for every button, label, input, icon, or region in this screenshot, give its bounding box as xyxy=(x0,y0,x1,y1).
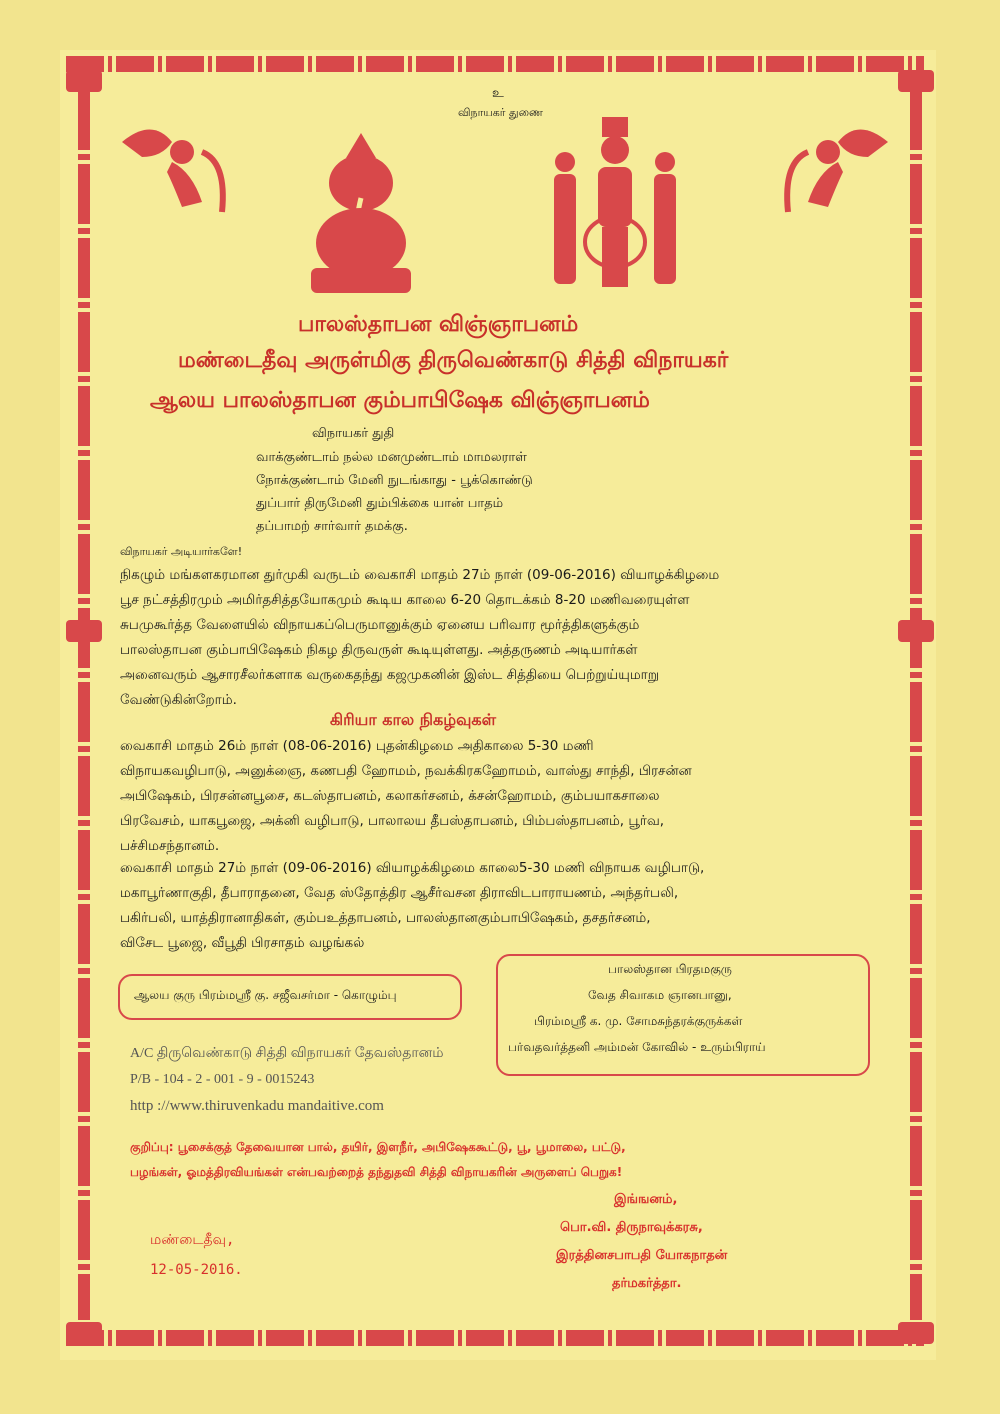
title-line-1: பாலஸ்தாபன விஞ்ஞாபனம் xyxy=(298,312,579,337)
bottom-border-ornament xyxy=(66,1330,924,1346)
schedule-line: மகாபூர்ணாகுதி, தீபாராதனை, வேத ஸ்தோத்திர ஆசீர்வசன திராவிடபாராயணம், அந்தர்பலி, xyxy=(120,885,679,901)
website-url: http ://www.thiruvenkadu mandaitive.com xyxy=(130,1098,384,1114)
right-angel-icon xyxy=(768,112,898,222)
om-symbol: உ xyxy=(492,86,504,101)
salutation: விநாயகர் அடியார்களே! xyxy=(120,545,243,558)
schedule-line: வைகாசி மாதம் 26ம் நாள் (08-06-2016) புதன்கிழமை அதிகாலை 5-30 மணி xyxy=(120,738,594,754)
right-pillar-ornament xyxy=(896,60,936,1350)
account-name: A/C திருவெண்காடு சித்தி விநாயகர் தேவஸ்தானம் xyxy=(130,1046,444,1061)
schedule-heading: கிரியா கால நிகழ்வுகள் xyxy=(330,710,497,729)
account-number: P/B - 104 - 2 - 001 - 9 - 0015243 xyxy=(130,1072,315,1087)
signatory-name: இரத்தினசபாபதி யோகநாதன் xyxy=(556,1248,728,1263)
verse-line: துப்பார் திருமேனி தும்பிக்கை யான் பாதம் xyxy=(256,496,504,511)
ganesha-deity-icon xyxy=(296,128,426,298)
schedule-line: அபிஷேகம், பிரசன்னபூசை, கடஸ்தாபனம், கலாகர்சனம், க்சன்ஹோமம், கும்பயாகசாலை xyxy=(120,788,660,804)
verse-line: நோக்குண்டாம் மேனி நுடங்காது - பூக்கொண்டு xyxy=(256,473,533,488)
intro-line: பாலஸ்தாபன கும்பாபிஷேகம் நிகழ திருவருள் கூடியுள்ளது. அத்தருணம் அடியார்கள் xyxy=(120,642,638,658)
schedule-line: விநாயகவழிபாடு, அனுக்ஞை, கணபதி ஹோமம், நவக்கிரகஹோமம், வாஸ்து சாந்தி, பிரசன்ன xyxy=(120,763,692,779)
murugan-deity-icon xyxy=(540,112,690,302)
schedule-line: விசேட பூஜை, வீபூதி பிரசாதம் வழங்கல் xyxy=(120,935,365,951)
intro-line: பூச நட்சத்திரமும் அமிர்தசித்தயோகமும் கூடிய காலை 6-20 தொடக்கம் 8-20 மணிவரையுள்ள xyxy=(120,592,690,608)
verse-line: வாக்குண்டாம் நல்ல மனமுண்டாம் மாமலராள் xyxy=(256,450,527,465)
note-line: பழங்கள், ஓமத்திரவியங்கள் என்பவற்றைத் தந்துதவி சித்தி விநாயகரின் அருளைப் பெறுக! xyxy=(130,1165,623,1179)
intro-line: சுபமுகூர்த்த வேளையில் விநாயகப்பெருமானுக்கும் ஏனைய பரிவார மூர்த்திகளுக்கும் xyxy=(120,617,640,633)
temple-priest-box xyxy=(118,974,462,1020)
signatory-name: பொ.வி. திருநாவுக்கரசு, xyxy=(560,1220,703,1235)
verse-heading: விநாயகர் துதி xyxy=(312,426,395,441)
top-border-ornament xyxy=(66,56,924,72)
title-line-3: ஆலய பாலஸ்தாபன கும்பாபிஷேக விஞ்ஞாபனம் xyxy=(150,388,650,413)
left-angel-icon xyxy=(112,112,242,222)
intro-line: வேண்டுகின்றோம். xyxy=(120,692,237,708)
signature-intro: இங்ஙனம், xyxy=(614,1192,678,1207)
place-text: மண்டைதீவு, xyxy=(150,1232,235,1248)
left-pillar-ornament xyxy=(64,60,104,1350)
chief-priest-line: பர்வதவர்த்தனி அம்மன் கோவில் - உரும்பிராய் xyxy=(508,1040,766,1054)
title-line-2: மண்டைதீவு அருள்மிகு திருவெண்காடு சித்தி விநாயகர் xyxy=(178,348,729,373)
chief-priest-heading: பாலஸ்தான பிரதமகுரு xyxy=(608,962,732,976)
schedule-line: பிரவேசம், யாகபூஜை, அக்னி வழிபாடு, பாலாலய தீபஸ்தாபனம், பிம்பஸ்தாபனம், பூர்வ, xyxy=(120,813,665,829)
note-line: குறிப்பு: பூசைக்குத் தேவையான பால், தயிர், இளநீர், அபிஷேககூட்டு, பூ, பூமாலை, பட்டு, xyxy=(130,1140,626,1154)
chief-priest-line: வேத சிவாகம ஞானபானு, xyxy=(588,988,732,1002)
chief-priest-line: பிரம்மஸ்ரீ க. மு. சோமசுந்தரக்குருக்கள் xyxy=(534,1014,743,1028)
schedule-line: பச்சிமசந்தானம். xyxy=(120,838,220,854)
verse-line: தப்பாமற் சார்வார் தமக்கு. xyxy=(256,519,408,534)
temple-priest-text: ஆலய குரு பிரம்மஸ்ரீ கு. சஜீவசர்மா - கொழும்பு xyxy=(134,988,397,1002)
chief-priest-box xyxy=(496,954,870,1076)
invocation-text: விநாயகர் துணை xyxy=(458,106,543,119)
schedule-line: பகிர்பலி, யாத்திரானாதிகள், கும்பஉத்தாபனம், பாலஸ்தானகும்பாபிஷேகம், தசதர்சனம், xyxy=(120,910,651,926)
signatory-role: தர்மகர்த்தா. xyxy=(612,1276,682,1291)
intro-line: நிகழும் மங்களகரமான துர்முகி வருடம் வைகாசி மாதம் 27ம் நாள் (09-06-2016) வியாழக்கிழமை xyxy=(120,567,720,583)
schedule-line: வைகாசி மாதம் 27ம் நாள் (09-06-2016) வியாழக்கிழமை காலை5-30 மணி விநாயக வழிபாடு, xyxy=(120,860,705,876)
date-text: 12-05-2016. xyxy=(150,1262,243,1278)
intro-line: அனைவரும் ஆசாரசீலர்களாக வருகைதந்து கஜமுகனின் இஸ்ட சித்தியை பெற்றுய்யுமாறு xyxy=(120,667,660,683)
